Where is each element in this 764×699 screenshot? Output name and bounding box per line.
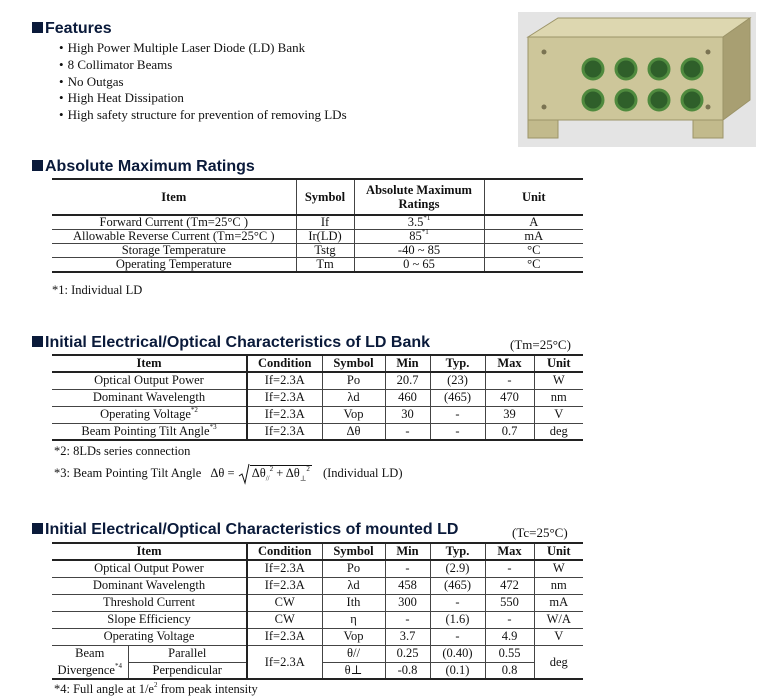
table-row: Allowable Reverse Current (Tm=25°C ) Ir(LD) 85$^{*1}$ mA (52, 230, 583, 244)
bank-heading: Initial Electrical/Optical Characteristics of LD Bank (32, 334, 430, 352)
mounted-heading: Initial Electrical/Optical Characteristics of mounted LD (32, 521, 458, 539)
table-header-row: Item Condition Symbol Min Typ. Max Unit (52, 355, 583, 372)
heading-square-icon (32, 523, 43, 534)
table-row: Dominant Wavelength If=2.3A λd 458 (465) 472 nm (52, 577, 583, 594)
features-list (59, 40, 347, 124)
table-row: Beam Pointing Tilt Angle$^{*3}$ If=2.3A Δθ - - 0.7 deg (52, 423, 583, 440)
table-header-row (52, 179, 583, 215)
heading-square-icon (32, 336, 43, 347)
note-2: *2: 8LDs series connection (54, 444, 191, 458)
feature-item: • High safety structure for prevention of removing LDs (59, 107, 347, 124)
note-4: *4: Full angle at $1/e^2$ from peak intensity (54, 681, 258, 696)
bank-table (52, 354, 583, 441)
table-row: Operating Voltage$^{*2}$ If=2.3A Vop 30 - 39 V (52, 406, 583, 423)
feature-item: • 8 Collimator Beams (59, 57, 347, 74)
table-row-beam-perpendicular: Divergence$^{*4}$ Perpendicular If=2.3A θ⊥ -0.8 (0.1) 0.8 deg (52, 662, 583, 679)
table-row: Optical Output Power If=2.3A Po - (2.9) - W (52, 560, 583, 577)
heading-square-icon (32, 22, 43, 33)
table-row: Optical Output Power If=2.3A Po 20.7 (23) - W (52, 372, 583, 389)
feature-item: • High Power Multiple Laser Diode (LD) Bank (59, 40, 347, 57)
table-row: Forward Current (Tm=25°C ) If 3.5$^{*1}$ A (52, 215, 583, 230)
col-symbol: Symbol (296, 179, 354, 215)
note-1: *1: Individual LD (52, 283, 143, 297)
product-image (518, 12, 756, 147)
abs-max-table (52, 178, 583, 273)
feature-item: • High Heat Dissipation (59, 90, 347, 107)
heading-square-icon (32, 160, 43, 171)
bank-condition: (Tm=25°C) (510, 337, 571, 352)
table-row: Operating Temperature Tm 0 ~ 65 °C (52, 258, 583, 273)
mounted-condition: (Tc=25°C) (512, 525, 568, 540)
abs-max-heading: Absolute Maximum Ratings (32, 158, 255, 176)
ld-bank-illustration (518, 12, 756, 147)
table-row: Threshold Current CW Ith 300 - 550 mA (52, 594, 583, 611)
col-unit: Unit (484, 179, 583, 215)
table-row: Storage Temperature Tstg -40 ~ 85 °C (52, 244, 583, 258)
features-heading: Features (32, 20, 112, 38)
feature-item: • No Outgas (59, 74, 347, 91)
note-3: *3: Beam Pointing Tilt Angle $\Delta\theta = \Delta\theta_{//}^2 + \Delta\theta_\perp^2$ (Individual LD) (54, 463, 402, 485)
col-item: Item (52, 179, 296, 215)
mounted-table (52, 542, 583, 680)
col-ratings: Absolute Maximum Ratings (354, 179, 484, 215)
table-row: Operating Voltage If=2.3A Vop 3.7 - 4.9 V (52, 628, 583, 645)
sqrt-icon (238, 463, 250, 485)
table-header-row: Item Condition Symbol Min Typ. Max Unit (52, 543, 583, 560)
table-row-beam-parallel: Beam Parallel θ// 0.25 (0.40) 0.55 (52, 645, 583, 662)
table-row: Slope Efficiency CW η - (1.6) - W/A (52, 611, 583, 628)
table-row: Dominant Wavelength If=2.3A λd 460 (465) 470 nm (52, 389, 583, 406)
sqrt-body: $\Delta\theta_{//}^2 + \Delta\theta_\perp^2$ (251, 464, 310, 483)
